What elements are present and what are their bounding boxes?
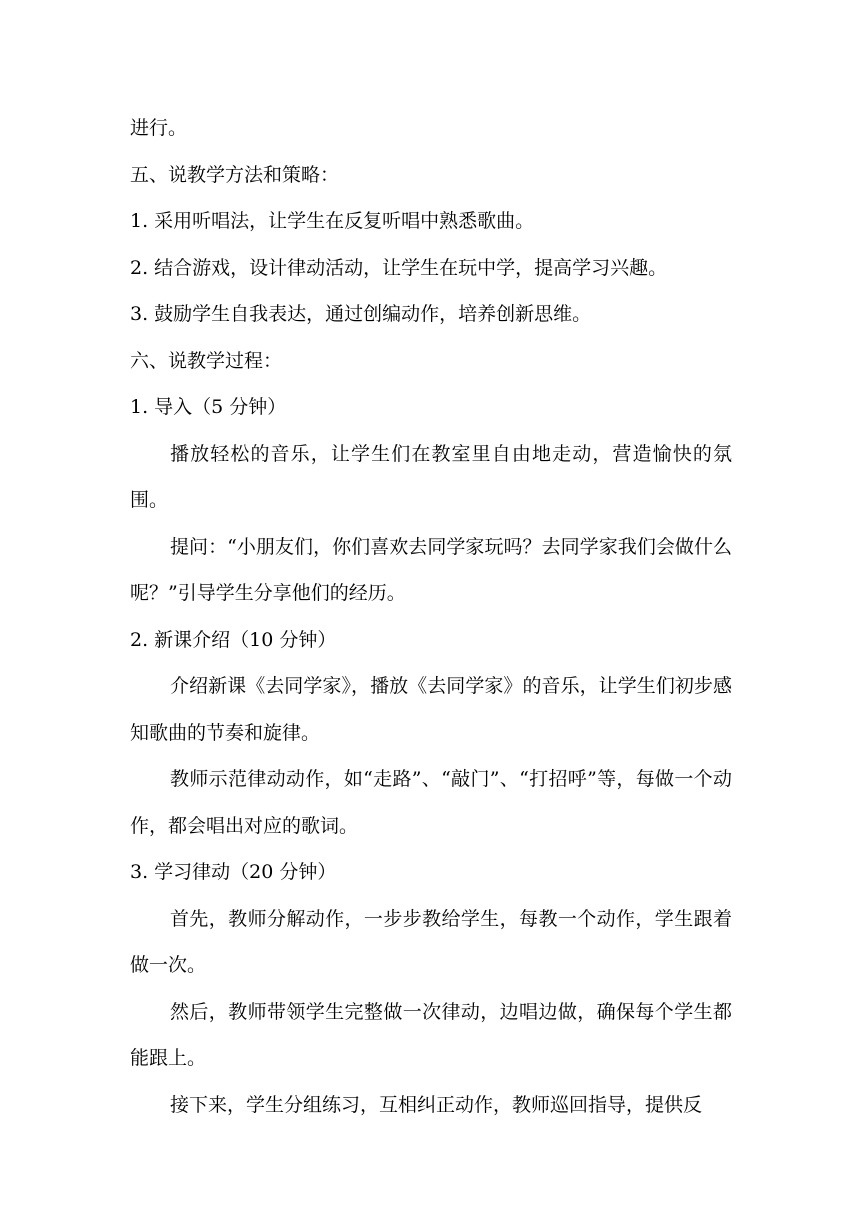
paragraph: 教师示范律动动作，如“走路”、“敲门”、“打招呼”等，每做一个动作，都会唱出对应的歌词。 [130, 768, 732, 837]
text-line: 进行。 [130, 117, 188, 139]
list-item: 1. 采用听唱法，让学生在反复听唱中熟悉歌曲。 [130, 210, 535, 232]
step-heading: 1. 导入（5 分钟） [130, 396, 287, 418]
paragraph: 播放轻松的音乐，让学生们在教室里自由地走动，营造愉快的氛围。 [130, 442, 732, 511]
paragraph: 首先，教师分解动作，一步步教给学生，每教一个动作，学生跟着做一次。 [130, 907, 732, 976]
paragraph: 接下来，学生分组练习，互相纠正动作，教师巡回指导，提供反 [170, 1093, 703, 1116]
step-heading: 3. 学习律动（20 分钟） [130, 861, 337, 883]
section-heading: 五、说教学方法和策略： [130, 163, 340, 186]
list-item: 2. 结合游戏，设计律动活动，让学生在玩中学，提高学习兴趣。 [130, 256, 668, 279]
list-item: 3. 鼓励学生自我表达，通过创编动作，培养创新思维。 [130, 303, 592, 325]
step-heading: 2. 新课介绍（10 分钟） [130, 628, 337, 651]
document-body [130, 110, 732, 1133]
section-heading: 六、说教学过程： [130, 349, 283, 372]
paragraph: 然后，教师带领学生完整做一次律动，边唱边做，确保每个学生都能跟上。 [130, 1000, 732, 1069]
paragraph: 介绍新课《去同学家》，播放《去同学家》的音乐，让学生们初步感知歌曲的节奏和旋律。 [130, 675, 732, 744]
paragraph: 提问：“小朋友们，你们喜欢去同学家玩吗？去同学家我们会做什么呢？”引导学生分享他们的经历。 [130, 535, 732, 604]
